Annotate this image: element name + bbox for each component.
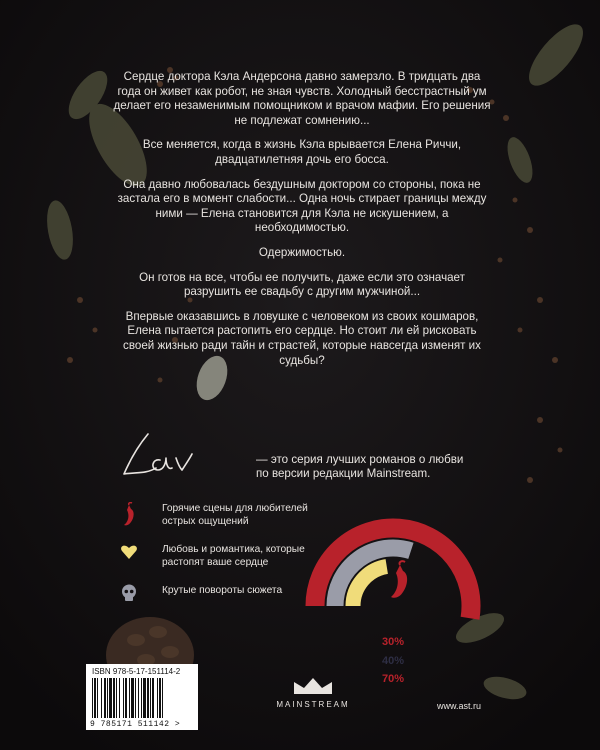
gauge-label-70: 70% — [381, 673, 405, 685]
blurb-paragraph-4: Одержимостью. — [258, 245, 346, 259]
isbn-label: ISBN 978-5-17-151114-2 — [92, 667, 181, 676]
isbn-barcode-box — [86, 664, 198, 730]
series-line-1: — это серия лучших романов о любви — [256, 453, 464, 466]
gauge-rings — [315, 528, 471, 618]
gauge-label-30: 30% — [381, 636, 405, 648]
lav-logo-text: Lav — [120, 428, 122, 429]
blurb-paragraph-3: Она давно любовалась бездушным доктором со стороны, пока не застала его в момент слабости... Одна ночь стирает границы между ними — Елена становится для Кэла не искушением, а необходимостью. — [117, 177, 487, 235]
blurb-paragraph-6: Впервые оказавшись в ловушке с человеком из своих кошмаров, Елена пытается растопить его сердце. Но стоит ли ей рисковать своей жизнью ради тайн и страстей, которые навсегда изменят их судьбы? — [123, 309, 481, 367]
blurb-paragraph-5: Он готов на все, чтобы ее получить, даже если это означает разрушить ее свадьбу с другим мужчиной... — [139, 270, 465, 299]
gauge-label-40: 40% — [381, 655, 405, 667]
publisher-brand: MAINSTREAM — [276, 700, 350, 709]
gauge-ring-30 — [353, 566, 387, 606]
blurb-paragraph-1: Сердце доктора Кэла Андерсона давно замерзло. В тридцать два года он живет как робот, не зная чувств. Холодный бесстрастный ум делает его незаменимым помощником и врачом мафии. Его решения не подлежат сомнению... — [113, 70, 491, 127]
crown-icon — [292, 676, 334, 696]
blurb-paragraph-2: Все меняется, когда в жизнь Кэла врывается Елена Риччи, двадцатилетняя дочь его босса. — [142, 138, 462, 166]
series-line-2: по версии редакции Mainstream. — [256, 467, 431, 481]
back-cover: Сердце доктора Кэла Андерсона давно замерзло. В тридцать два года он живет как робот, не зная чувств. Холодный бесстрастный ум делает его незаменимым помощником и врачом мафии. Его решения не подлежат сомнению... Все меняется, когда в жизнь Кэла врывается Елена Риччи, двадцатилетняя дочь его босса. Она давно любовалась бездушным доктором со стороны, пока не застала его в момент слабости... Одна ночь стирает границы между ними — Елена становится для Кэла не искушением, а необходимостью. Одержимостью. Он готов на все, чтобы ее получить, даже если это означает разрушить ее свадьбу с другим мужчиной... Впервые оказавшись в ловушке с человеком из своих кошмаров, Елена пытается растопить его сердце. Но стоит ли ей рисковать своей жизнью ради тайн и страстей, которые навсегда изменят их судьбы? Lav — это серия лучших романов о любви по версии редакции Mainstream. Горячие сцены для любителей острых ощущений Любовь и романтика, которые растопят ваше сердце Крутые повороты сюжета 30% 40% 70% ISBN 978-5-17-151114-2 9 785171 511142 > MAINSTREAM www.ast.ru — [0, 0, 600, 750]
publisher-website[interactable]: www.ast.ru — [437, 701, 482, 711]
gauge-chili-icon — [391, 561, 407, 598]
barcode-number: 9 785171 511142 > — [90, 720, 181, 729]
